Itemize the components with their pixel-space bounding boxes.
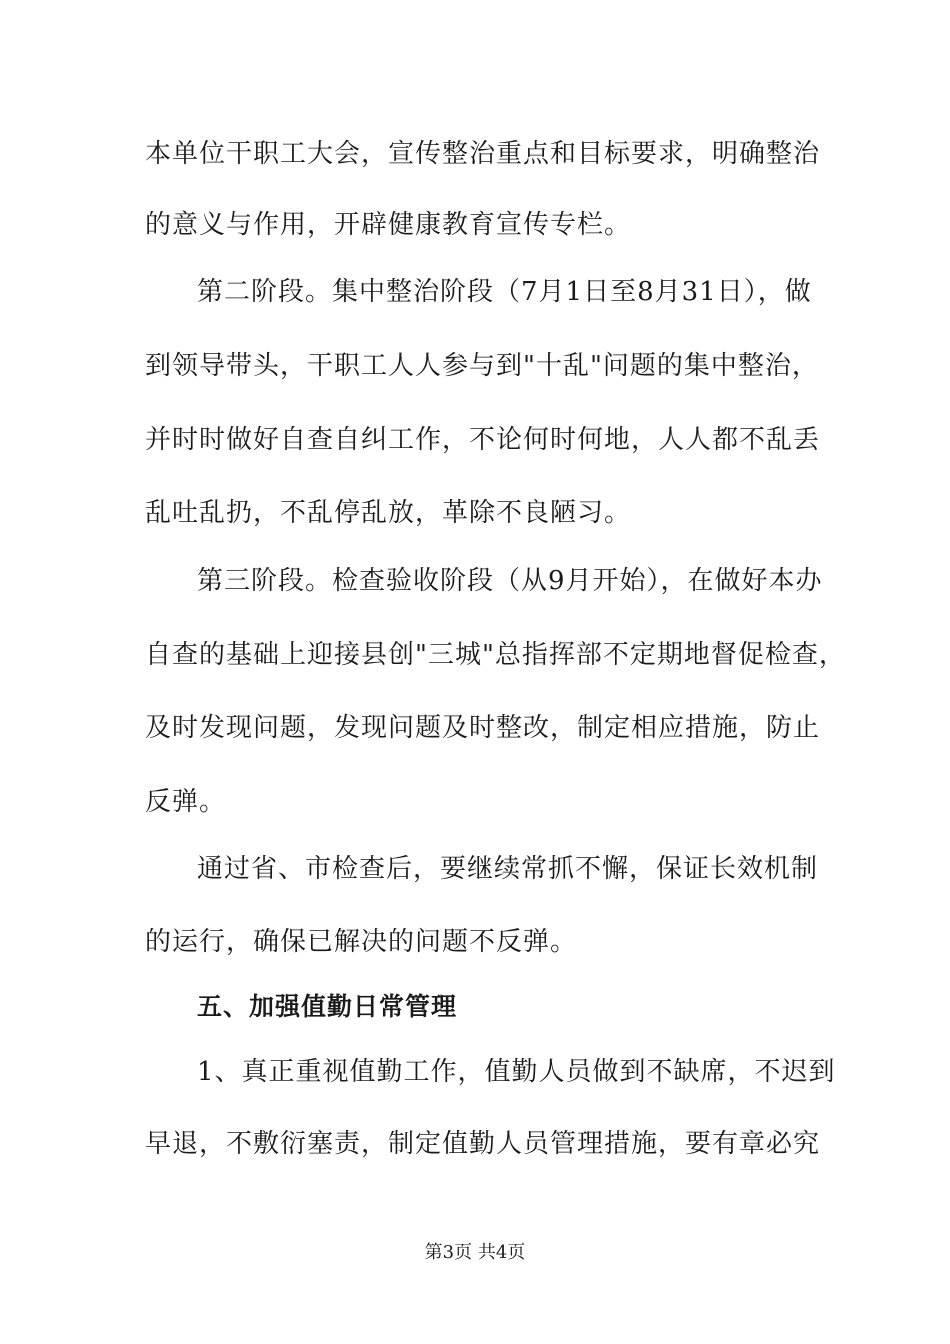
text-line: 到领导带头，干职工人人参与到"十乱"问题的集中整治， [145,351,819,381]
text-line: 的意义与作用，开辟健康教育宣传专栏。 [145,210,632,240]
text-line: 及时发现问题，发现问题及时整改，制定相应措施，防止 [145,713,821,743]
paragraph-start-line: 1、真正重视值勤工作，值勤人员做到不缺席，不迟到 [197,1057,836,1087]
text-line: 乱吐乱扔，不乱停乱放，革除不良陋习。 [145,498,632,528]
text-line: 的运行，确保已解决的问题不反弹。 [145,927,578,957]
text-line: 本单位干职工大会，宣传整治重点和目标要求，明确整治 [145,139,821,169]
text-line: 自查的基础上迎接县创"三城"总指挥部不定期地督促检查， [145,640,846,670]
page-number-footer: 第3页 共4页 [424,1242,526,1263]
paragraph-start-line: 通过省、市检查后，要继续常抓不懈，保证长效机制 [197,854,819,884]
text-line: 早退，不敷衍塞责，制定值勤人员管理措施，要有章必究 [145,1129,821,1159]
paragraph-start-line: 第二阶段。集中整治阶段（7月1日至8月31日），做 [197,277,812,307]
text-line: 反弹。 [145,787,227,817]
text-line: 并时时做好自查自纠工作，不论何时何地，人人都不乱丢 [145,425,821,455]
paragraph-start-line: 第三阶段。检查验收阶段（从9月开始），在做好本办 [197,566,823,596]
section-heading: 五、加强值勤日常管理 [197,992,458,1021]
